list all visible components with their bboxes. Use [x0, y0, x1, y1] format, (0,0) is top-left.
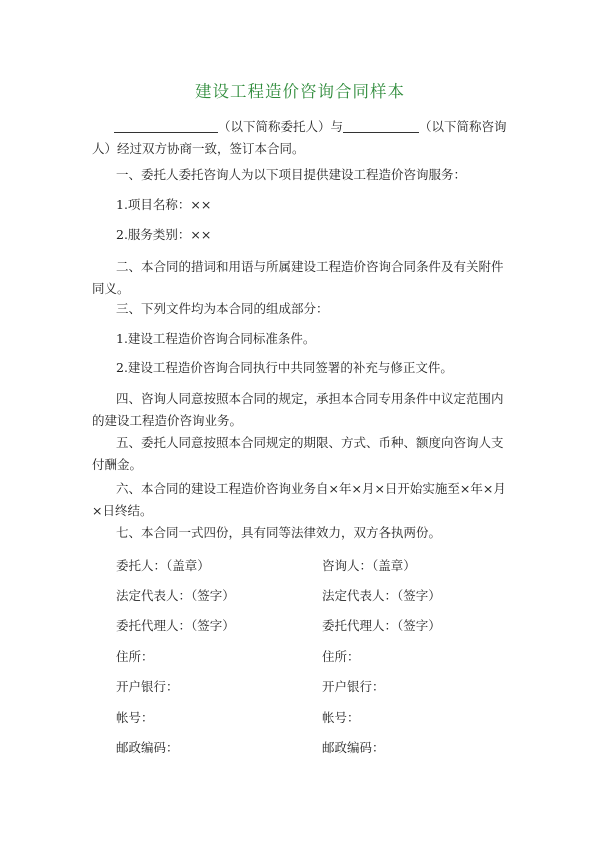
intro-paragraph [92, 116, 512, 160]
client-seal-line: 委托人：（盖章） [116, 558, 210, 573]
clause-3: 三、下列文件均为本合同的组成部分： [116, 301, 329, 316]
client-address-line: 住所： [116, 649, 154, 664]
consultant-seal-line: 咨询人：（盖章） [322, 558, 416, 573]
party-b-blank [343, 118, 419, 133]
clause-3-item-2: 2.建设工程造价咨询合同执行中共同签署的补充与修正文件。 [116, 360, 453, 375]
clause-1-item-2: 2.服务类别：×× [116, 227, 212, 242]
party-a-blank [114, 118, 218, 133]
client-postcode-line: 邮政编码： [116, 740, 179, 755]
clause-1: 一、委托人委托咨询人为以下项目提供建设工程造价咨询服务： [116, 167, 467, 182]
client-legal-rep-line: 法定代表人：（签字） [116, 588, 235, 603]
client-account-line: 帐号： [116, 710, 154, 725]
consultant-address-line: 住所： [322, 649, 360, 664]
clause-4: 四、咨询人同意按照本合同的规定，承担本合同专用条件中议定范围内的建设工程造价咨询业务。 [92, 391, 504, 428]
clause-2: 二、本合同的措词和用语与所属建设工程造价咨询合同条件及有关附件同义。 [92, 259, 504, 296]
consultant-bank-line: 开户银行： [322, 679, 385, 694]
intro-part1: （以下简称委托人）与 [218, 119, 344, 134]
document-title: 建设工程造价咨询合同样本 [195, 82, 405, 101]
clause-6: 六、本合同的建设工程造价咨询业务自×年×月×日开始实施至×年×月×日终结。 [92, 481, 506, 518]
clause-5: 五、委托人同意按照本合同规定的期限、方式、币种、额度向咨询人支付酬金。 [92, 435, 504, 472]
consultant-agent-line: 委托代理人：（签字） [322, 618, 441, 633]
intro-line2: 人）经过双方协商一致，签订本合同。 [92, 141, 305, 156]
consultant-account-line: 帐号： [322, 710, 360, 725]
client-bank-line: 开户银行： [116, 679, 179, 694]
clause-3-item-1: 1.建设工程造价咨询合同标准条件。 [116, 331, 316, 346]
consultant-postcode-line: 邮政编码： [322, 740, 385, 755]
clause-1-item-1: 1.项目名称：×× [116, 197, 212, 212]
clause-7: 七、本合同一式四份，具有同等法律效力，双方各执两份。 [116, 525, 442, 540]
client-agent-line: 委托代理人：（签字） [116, 618, 235, 633]
consultant-legal-rep-line: 法定代表人：（签字） [322, 588, 441, 603]
intro-part2: （以下简称咨询 [419, 119, 507, 134]
